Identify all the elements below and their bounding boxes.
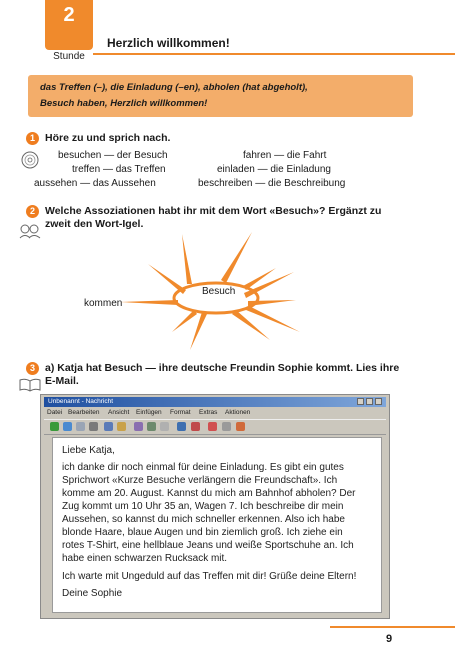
email-line: rotes T-Shirt, eine hellblaue Jeans und weiße Sportschuhe an. Ich bbox=[62, 540, 354, 551]
paste-icon[interactable] bbox=[117, 422, 126, 431]
attach-icon[interactable] bbox=[134, 422, 143, 431]
hedgehog-center-word: Besuch bbox=[202, 286, 236, 297]
menu-item-extras[interactable]: Extras bbox=[199, 409, 218, 416]
print-icon[interactable] bbox=[76, 422, 85, 431]
address-book-icon[interactable] bbox=[147, 422, 156, 431]
vocab-line-2: Besuch haben, Herzlich willkommen! bbox=[40, 98, 208, 109]
minimize-button[interactable] bbox=[357, 398, 364, 405]
footer-rule bbox=[330, 626, 455, 628]
menu-item-aktionen[interactable]: Aktionen bbox=[225, 409, 251, 416]
importance-icon[interactable] bbox=[191, 422, 200, 431]
menu-item-format[interactable]: Format bbox=[170, 409, 191, 416]
menu-item-datei[interactable]: Datei bbox=[47, 409, 63, 416]
hedgehog-ray bbox=[190, 312, 207, 350]
email-line: habe einen schwarzen Rucksack mit. bbox=[62, 553, 228, 564]
exercise-3-badge: 3 bbox=[26, 362, 39, 375]
word-pair: treffen — das Treffen bbox=[72, 164, 166, 175]
window-title: Unbenannt - Nachricht bbox=[48, 398, 114, 405]
email-line: blonde Haare, blaue Augen und bin ziemlich groß. Ich ziehe ein bbox=[62, 527, 343, 538]
menu-item-bearbeiten[interactable]: Bearbeiten bbox=[68, 409, 100, 416]
exercise-1-instruction: Höre zu und sprich nach. bbox=[45, 132, 171, 144]
help-icon[interactable] bbox=[236, 422, 245, 431]
close-button[interactable] bbox=[375, 398, 382, 405]
word-pair: einladen — die Einladung bbox=[217, 164, 331, 175]
email-line: ich danke dir noch einmal für deine Einladung. Es gibt ein gutes bbox=[62, 462, 344, 473]
copy-icon[interactable] bbox=[104, 422, 113, 431]
email-line: Zug kommt um 10 Uhr 35 an, Wagen 7. Ich beschreibe dir mein bbox=[62, 501, 344, 512]
hedgehog-ray bbox=[172, 310, 197, 332]
menu-item-ansicht[interactable]: Ansicht bbox=[108, 409, 130, 416]
send-icon[interactable] bbox=[50, 422, 59, 431]
word-pair: fahren — die Fahrt bbox=[243, 150, 327, 161]
hedgehog-ray bbox=[182, 234, 192, 284]
word-pair: beschreiben — die Beschreibung bbox=[198, 178, 346, 189]
save-icon[interactable] bbox=[63, 422, 72, 431]
page-number: 9 bbox=[386, 633, 393, 645]
exercise-3-line-2: E-Mail. bbox=[45, 375, 79, 387]
header-rule bbox=[93, 53, 455, 55]
lesson-number: 2 bbox=[63, 4, 75, 26]
word-pair: aussehen — das Aussehen bbox=[34, 178, 156, 189]
audio-disc-icon bbox=[20, 150, 40, 170]
menu-item-einfuegen[interactable]: Einfügen bbox=[136, 409, 162, 416]
email-line: Liebe Katja, bbox=[62, 445, 115, 456]
maximize-button[interactable] bbox=[366, 398, 373, 405]
flag-icon[interactable] bbox=[208, 422, 217, 431]
exercise-3-line-1: a) Katja hat Besuch — ihre deutsche Freundin Sophie kommt. Lies ihre bbox=[45, 362, 400, 374]
page-title: Herzlich willkommen! bbox=[107, 36, 230, 50]
hedgehog-ray bbox=[120, 300, 178, 305]
word-pair: besuchen — der Besuch bbox=[58, 150, 168, 161]
vocab-line-1: das Treffen (–), die Einladung (–en), abholen (hat abgeholt), bbox=[40, 82, 308, 93]
email-line: Ich warte mit Ungeduld auf das Treffen mit dir! Grüße deine Eltern! bbox=[62, 571, 357, 582]
email-line: komme am 20. August. Kannst du mich am Bahnhof abholen? Der bbox=[62, 488, 356, 499]
email-signature: Deine Sophie bbox=[62, 588, 123, 599]
check-names-icon[interactable] bbox=[160, 422, 169, 431]
options-icon[interactable] bbox=[177, 422, 186, 431]
email-line: Sprichwort «Kurze Besuche verlängern die Freundschaft». Ich bbox=[62, 475, 338, 486]
exercise-1-badge: 1 bbox=[26, 132, 39, 145]
exercise-2-badge: 2 bbox=[26, 205, 39, 218]
cut-icon[interactable] bbox=[89, 422, 98, 431]
pair-work-icon bbox=[18, 222, 42, 240]
reading-book-icon bbox=[18, 376, 42, 392]
exercise-2-line-2: zweit den Wort-Igel. bbox=[45, 218, 144, 230]
exercise-2-line-1: Welche Assoziationen habt ihr mit dem Wort «Besuch»? Ergänzt zu bbox=[45, 205, 382, 217]
lesson-label: Stunde bbox=[53, 51, 85, 62]
settings-icon[interactable] bbox=[222, 422, 231, 431]
email-line: Aussehen, so kannst du mich schneller erkennen. Also ich habe bbox=[62, 514, 345, 525]
hedgehog-ray bbox=[221, 232, 252, 283]
hedgehog-example-word: kommen bbox=[84, 298, 123, 309]
